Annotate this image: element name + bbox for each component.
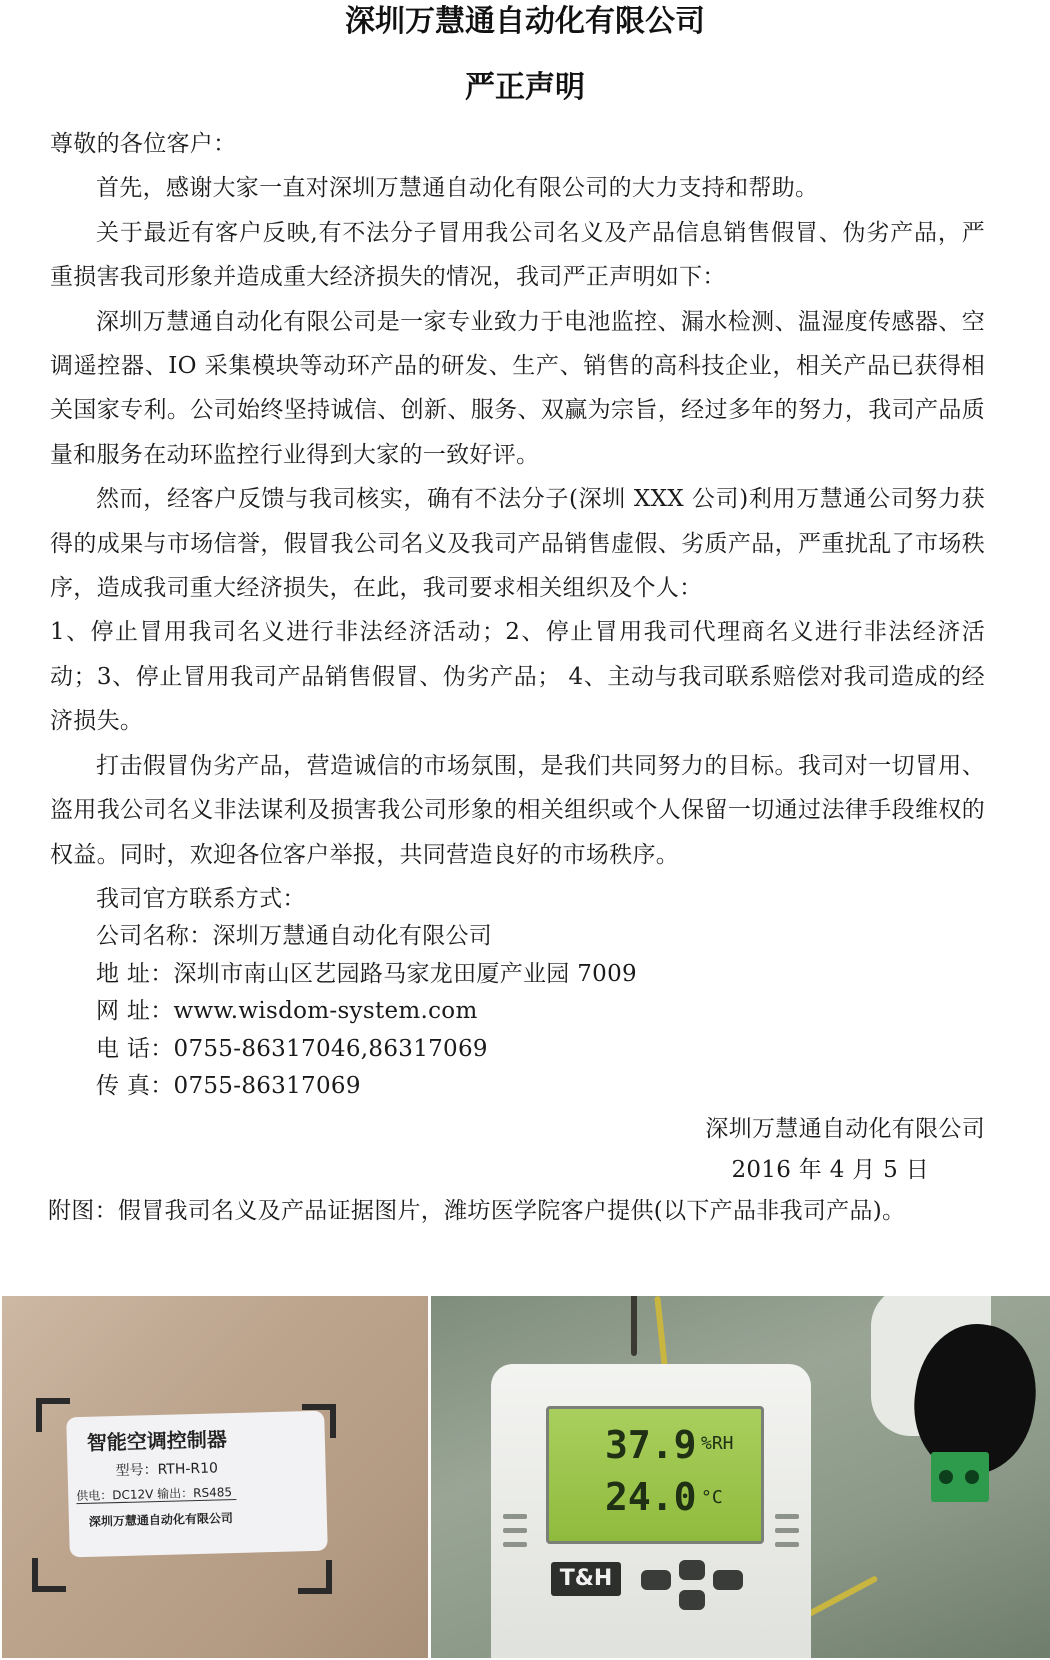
- product-label-sticker: [66, 1411, 328, 1558]
- vent-slot: [503, 1542, 527, 1547]
- lcd-temperature-unit: °C: [701, 1487, 723, 1508]
- signature-date: 2016 年 4 月 5 日: [731, 1156, 929, 1183]
- vent-slot: [503, 1528, 527, 1533]
- notice-body: [50, 122, 985, 1232]
- paragraph-closing: 打击假冒伪劣产品，营造诚信的市场氛围，是我们共同努力的目标。我司对一切冒用、盗用我公司名义非法谋利及损害我公司形象的相关组织或个人保留一切通过法律手段维权的权益。同时，欢迎各位客户举报，共同营造良好的市场秩序。: [50, 752, 985, 868]
- label-power: 供电：DC12V 输出：RS485: [76, 1485, 233, 1504]
- vent-slot: [503, 1514, 527, 1519]
- notice-title: 严正声明: [465, 70, 585, 105]
- green-terminal-block: [931, 1452, 989, 1502]
- device-key-down: [679, 1590, 705, 1610]
- lcd-humidity-unit: %RH: [701, 1433, 734, 1454]
- company-title: 深圳万慧通自动化有限公司: [345, 4, 705, 39]
- salutation: 尊敬的各位客户：: [50, 131, 237, 157]
- sensor-device: [491, 1364, 811, 1658]
- frame-corner-bottom-right: [298, 1560, 332, 1594]
- contact-address: 地 址：深圳市南山区艺园路马家龙田厦产业园 7009: [96, 960, 637, 987]
- contact-website: 网 址：www.wisdom-system.com: [96, 998, 478, 1025]
- paragraph-company-intro: 深圳万慧通自动化有限公司是一家专业致力于电池监控、漏水检测、温湿度传感器、空调遥控器、IO 采集模块等动环产品的研发、生产、销售的高科技企业，相关产品已获得相关国家专利。公司始终坚持诚信、创新、服务、双赢为宗旨，经过多年的努力，我司产品质量和服务在动环监控行业得到大家的一致好评。: [50, 308, 985, 468]
- device-key: [713, 1570, 743, 1590]
- contact-heading: 我司官方联系方式：: [96, 885, 306, 912]
- paragraph-infringement: 然而，经客户反馈与我司核实，确有不法分子(深圳 XXX 公司)利用万慧通公司努力获得的成果与市场信誉，假冒我公司名义及我司产品销售虚假、劣质产品，严重扰乱了市场秩序，造成我司重大经济损失，在此，我司要求相关组织及个人：: [50, 486, 985, 602]
- contact-company: 公司名称：深圳万慧通自动化有限公司: [96, 923, 493, 950]
- frame-corner-bottom-left: [32, 1558, 66, 1592]
- vent-slot: [775, 1514, 799, 1519]
- label-product-name: 智能空调控制器: [86, 1427, 228, 1455]
- photo-counterfeit-label: [2, 1296, 428, 1658]
- brand-logo: T&H: [551, 1562, 621, 1596]
- signature-company: 深圳万慧通自动化有限公司: [705, 1115, 985, 1142]
- paragraph-issue: 关于最近有客户反映,有不法分子冒用我公司名义及产品信息销售假冒、伪劣产品，严重损害我司形象并造成重大经济损失的情况，我司严正声明如下：: [50, 219, 985, 291]
- lcd-humidity: 37.9: [605, 1423, 697, 1467]
- label-company: 深圳万慧通自动化有限公司: [88, 1511, 234, 1529]
- paragraph-demands: 1、停止冒用我司名义进行非法经济活动；2、停止冒用我司代理商名义进行非法经济活动；3、停止冒用我司产品销售假冒、伪劣产品； 4、主动与我司联系赔偿对我司造成的经济损失。: [50, 619, 985, 735]
- photo-counterfeit-sensor: [431, 1296, 1050, 1658]
- vent-slot: [775, 1528, 799, 1533]
- device-key-up: [679, 1560, 705, 1580]
- terminal-screw: [965, 1470, 979, 1484]
- dark-wire: [631, 1296, 637, 1356]
- vent-slot: [775, 1542, 799, 1547]
- contact-phone: 电 话：0755-86317046,86317069: [96, 1035, 488, 1062]
- attachment-caption: 附图：假冒我司名义及产品证据图片，潍坊医学院客户提供(以下产品非我司产品)。: [48, 1197, 906, 1224]
- device-key: [641, 1570, 671, 1590]
- paragraph-thanks: 首先，感谢大家一直对深圳万慧通自动化有限公司的大力支持和帮助。: [96, 175, 819, 202]
- lcd-display: [546, 1406, 764, 1544]
- lcd-temperature: 24.0: [605, 1475, 697, 1519]
- contact-fax: 传 真：0755-86317069: [96, 1073, 361, 1100]
- label-model: 型号：RTH-R10: [115, 1460, 219, 1480]
- terminal-screw: [939, 1470, 953, 1484]
- frame-corner-top-left: [36, 1398, 70, 1432]
